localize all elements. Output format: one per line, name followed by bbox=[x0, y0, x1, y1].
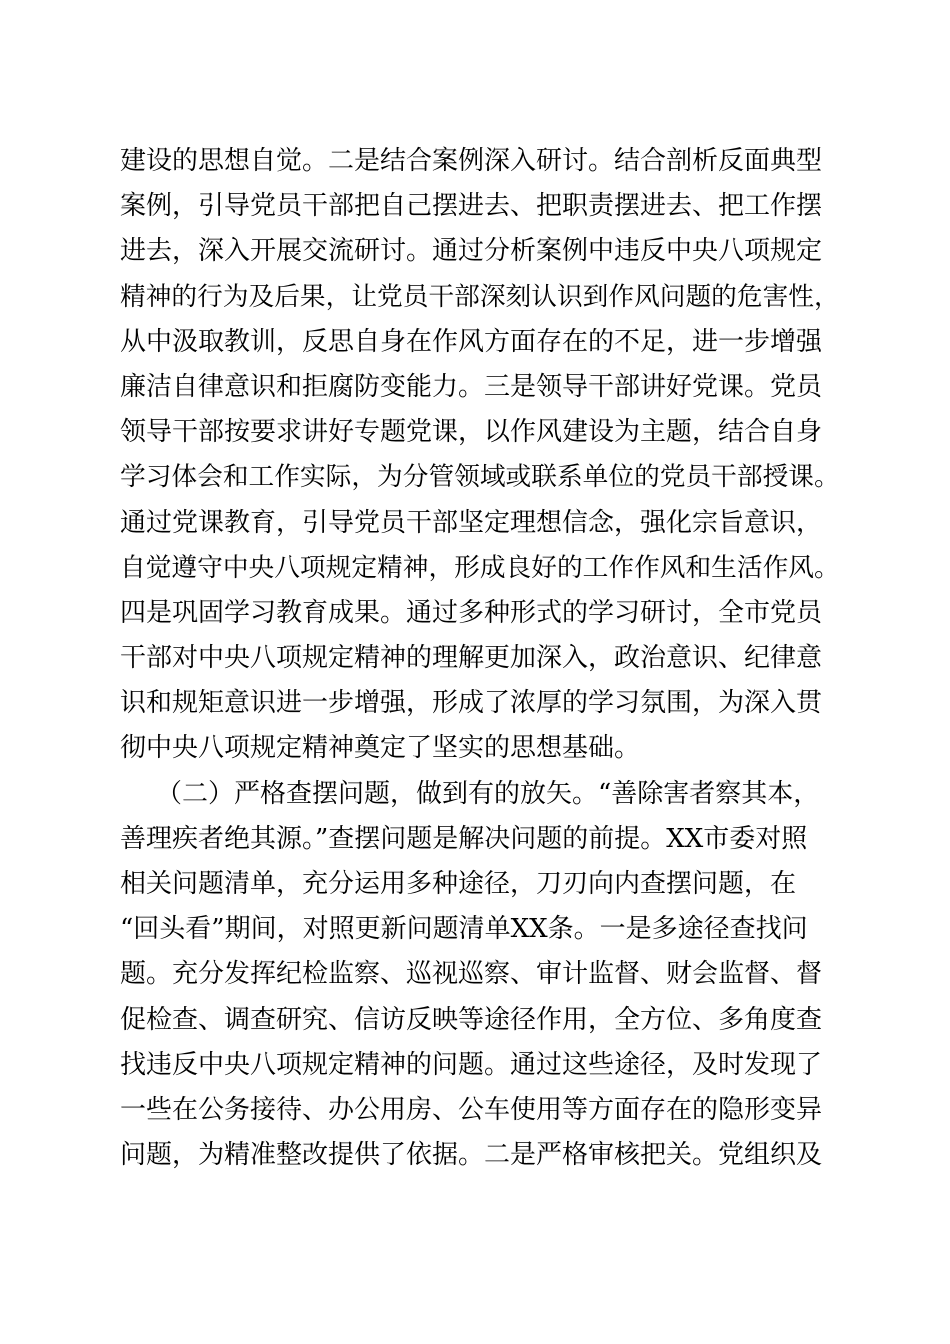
text-line: 善理疾者绝其源。”查摆问题是解决问题的前提。XX市委对照 bbox=[120, 823, 808, 854]
text-line: 识和规矩意识进一步增强，形成了浓厚的学习氛围，为深入贯 bbox=[120, 688, 823, 719]
text-line: “回头看”期间，对照更新问题清单XX条。一是多途径查找问 bbox=[120, 914, 808, 945]
text-line: 相关问题清单，充分运用多种途径，刀刃向内查摆问题，在 bbox=[120, 869, 797, 899]
text-line: 案例，引导党员干部把自己摆进去、把职责摆进去、把工作摆 bbox=[120, 191, 823, 222]
text-line: 建设的思想自觉。二是结合案例深入研讨。结合剖析反面典型 bbox=[120, 146, 823, 176]
text-line: 促检查、调查研究、信访反映等途径作用，全方位、多角度查 bbox=[120, 1004, 823, 1035]
text-line: 问题，为精准整改提供了依据。二是严格审核把关。党组织及 bbox=[120, 1140, 823, 1171]
text-line: 从中汲取教训，反思自身在作风方面存在的不足，进一步增强 bbox=[120, 326, 823, 357]
text-line: 自觉遵守中央八项规定精神，形成良好的工作作风和生活作风。 bbox=[120, 552, 840, 583]
text-line: 题。充分发挥纪检监察、巡视巡察、审计监督、财会监督、督 bbox=[120, 959, 823, 990]
text-line: 干部对中央八项规定精神的理解更加深入，政治意识、纪律意 bbox=[120, 643, 823, 674]
text-line: 领导干部按要求讲好专题党课，以作风建设为主题，结合自身 bbox=[120, 417, 823, 448]
text-line: 四是巩固学习教育成果。通过多种形式的学习研讨，全市党员 bbox=[120, 597, 823, 628]
text-line: 一些在公务接待、办公用房、公车使用等方面存在的隐形变异 bbox=[120, 1094, 823, 1125]
text-line: 精神的行为及后果，让党员干部深刻认识到作风问题的危害性， bbox=[120, 281, 840, 312]
body-text bbox=[120, 139, 840, 1178]
text-line: 彻中央八项规定精神奠定了坚实的思想基础。 bbox=[120, 733, 641, 764]
section-heading-line: （二）严格查摆问题，做到有的放矢。“善除害者察其本， bbox=[156, 778, 820, 809]
text-line: 学习体会和工作实际，为分管领域或联系单位的党员干部授课。 bbox=[120, 462, 840, 493]
text-line: 进去，深入开展交流研讨。通过分析案例中违反中央八项规定 bbox=[120, 236, 823, 267]
text-line: 找违反中央八项规定精神的问题。通过这些途径，及时发现了 bbox=[120, 1049, 823, 1080]
text-line: 廉洁自律意识和拒腐防变能力。三是领导干部讲好党课。党员 bbox=[120, 371, 823, 402]
text-line: 通过党课教育，引导党员干部坚定理想信念，强化宗旨意识， bbox=[120, 507, 823, 538]
